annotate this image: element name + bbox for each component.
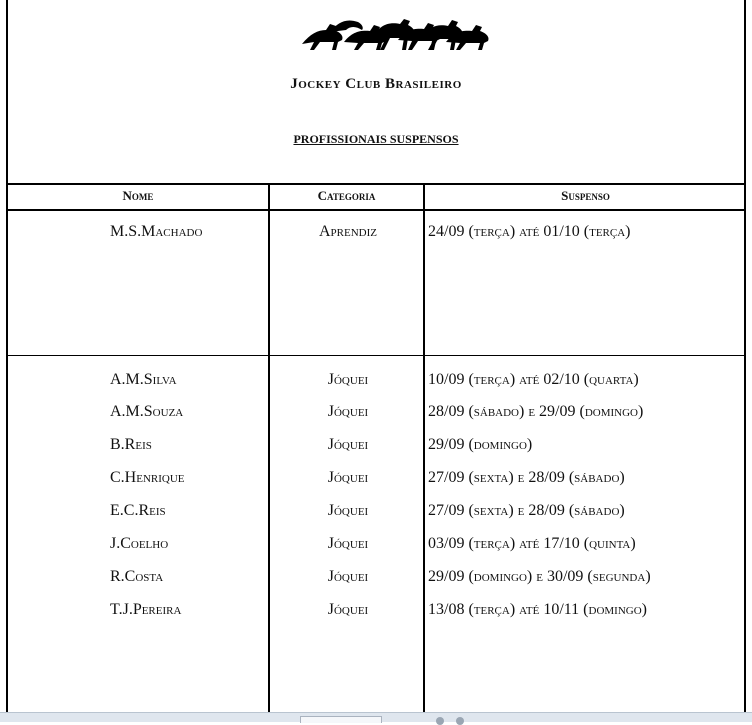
cell-nome: R.Costa xyxy=(110,568,164,585)
cell-suspenso: 13/08 (terça) até 10/11 (domingo) xyxy=(428,601,647,618)
cell-nome: A.M.Souza xyxy=(110,403,184,420)
header-divider xyxy=(8,183,744,185)
cell-suspenso: 29/09 (domingo) xyxy=(428,436,533,453)
table-header-divider xyxy=(8,209,744,211)
cell-categoria: Jóquei xyxy=(327,535,369,552)
cell-suspenso: 10/09 (terça) até 02/10 (quarta) xyxy=(428,371,639,388)
document-header xyxy=(8,0,744,183)
cell-categoria: Jóquei xyxy=(327,601,369,618)
cell-nome: B.Reis xyxy=(110,436,152,453)
cell-nome: A.M.Silva xyxy=(110,371,177,388)
cell-categoria: Jóquei xyxy=(327,469,369,486)
group-divider xyxy=(8,355,744,356)
cell-categoria: Jóquei xyxy=(327,502,369,519)
cell-categoria: Jóquei xyxy=(327,568,369,585)
club-name: Jockey Club Brasileiro xyxy=(290,76,462,92)
column-header-suspenso: Suspenso xyxy=(561,188,610,203)
cell-nome: E.C.Reis xyxy=(110,502,166,519)
zoom-icon[interactable] xyxy=(436,717,444,725)
column-header-categoria: Categoria xyxy=(317,188,376,203)
cell-suspenso: 27/09 (sexta) e 28/09 (sábado) xyxy=(428,469,625,486)
cell-categoria: Aprendiz xyxy=(319,223,377,240)
page-subtitle: PROFISSIONAIS SUSPENSOS xyxy=(293,132,459,146)
cell-categoria: Jóquei xyxy=(327,371,369,388)
cell-suspenso: 03/09 (terça) até 17/10 (quinta) xyxy=(428,535,636,552)
cell-suspenso: 24/09 (terça) até 01/10 (terça) xyxy=(428,223,631,240)
cell-suspenso: 28/09 (sábado) e 29/09 (domingo) xyxy=(428,403,644,420)
cell-categoria: Jóquei xyxy=(327,403,369,420)
cell-nome: T.J.Pereira xyxy=(110,601,182,618)
cell-suspenso: 29/09 (domingo) e 30/09 (segunda) xyxy=(428,568,651,585)
cell-nome: C.Henrique xyxy=(110,469,185,486)
cell-categoria: Jóquei xyxy=(327,436,369,453)
cell-nome: M.S.Machado xyxy=(110,223,203,240)
cell-nome: J.Coelho xyxy=(110,535,169,552)
column-header-nome: Nome xyxy=(122,188,154,203)
page-tab[interactable] xyxy=(300,716,382,723)
horse-racing-silhouette-icon xyxy=(300,16,490,56)
cell-suspenso: 27/09 (sexta) e 28/09 (sábado) xyxy=(428,502,625,519)
zoom-icon[interactable] xyxy=(456,717,464,725)
document-page xyxy=(6,0,746,712)
